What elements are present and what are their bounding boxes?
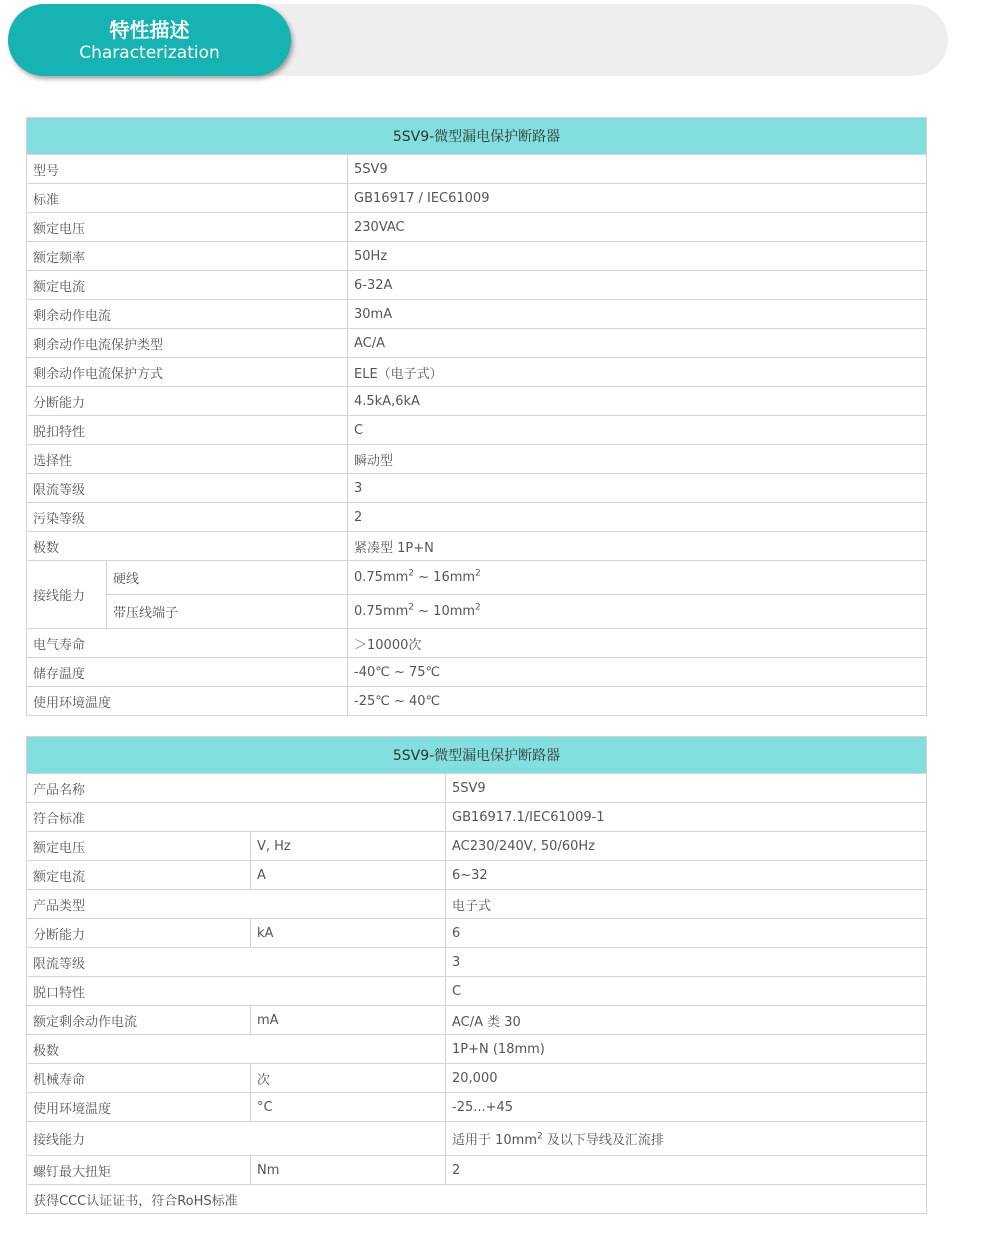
row-label: 螺钉最大扭矩 — [27, 1156, 251, 1185]
table-row — [27, 658, 927, 687]
table-row — [27, 300, 927, 329]
row-value: 5SV9 — [348, 155, 927, 184]
row-label: 污染等级 — [27, 503, 348, 532]
row-label: 符合标准 — [27, 803, 446, 832]
row-label: 型号 — [27, 155, 348, 184]
row-label: 机械寿命 — [27, 1064, 251, 1093]
table-title: 5SV9-微型漏电保护断路器 — [27, 118, 927, 155]
table-row — [27, 629, 927, 658]
row-value: C — [348, 416, 927, 445]
table-row — [27, 1006, 927, 1035]
row-value: C — [446, 977, 927, 1006]
row-label: 剩余动作电流保护方式 — [27, 358, 348, 387]
value-text: 0.75mm — [354, 570, 409, 585]
row-value: 30mA — [348, 300, 927, 329]
section-banner — [8, 4, 291, 76]
table-row — [27, 687, 927, 716]
row-label: 限流等级 — [27, 474, 348, 503]
row-label: 剩余动作电流保护类型 — [27, 329, 348, 358]
row-value: 20,000 — [446, 1064, 927, 1093]
table-row — [27, 445, 927, 474]
row-value — [446, 1122, 927, 1156]
row-value: 1P+N (18mm) — [446, 1035, 927, 1064]
table-row — [27, 184, 927, 213]
row-label: 脱口特性 — [27, 977, 446, 1006]
row-label: 剩余动作电流 — [27, 300, 348, 329]
wiring-value — [348, 595, 927, 629]
row-value: 230VAC — [348, 213, 927, 242]
table-title: 5SV9-微型漏电保护断路器 — [27, 737, 927, 774]
table-row — [27, 803, 927, 832]
row-value: 紧凑型 1P+N — [348, 532, 927, 561]
value-text: 及以下导线及汇流排 — [542, 1133, 664, 1148]
row-label: 选择性 — [27, 445, 348, 474]
table-row — [27, 1156, 927, 1185]
row-label: 额定剩余动作电流 — [27, 1006, 251, 1035]
row-value: AC/A — [348, 329, 927, 358]
table-row — [27, 358, 927, 387]
row-value: 瞬动型 — [348, 445, 927, 474]
row-label: 极数 — [27, 1035, 446, 1064]
table-footer-note: 获得CCC认证证书，符合RoHS标准 — [27, 1185, 927, 1214]
value-text: ~ 10mm — [414, 604, 476, 619]
row-label: 使用环境温度 — [27, 687, 348, 716]
wiring-sub-label: 硬线 — [107, 561, 348, 595]
banner-title: 特性描述 — [109, 18, 190, 42]
row-value: AC230/240V, 50/60Hz — [446, 832, 927, 861]
row-label: 脱扣特性 — [27, 416, 348, 445]
table-row-wiring — [27, 561, 927, 595]
row-unit: °C — [251, 1093, 446, 1122]
table-row — [27, 1064, 927, 1093]
table-row — [27, 329, 927, 358]
row-value: -25...+45 — [446, 1093, 927, 1122]
wiring-value — [348, 561, 927, 595]
row-unit: A — [251, 861, 446, 890]
table-row — [27, 861, 927, 890]
value-text: 适用于 10mm — [452, 1133, 538, 1148]
table-row — [27, 532, 927, 561]
value-text: 0.75mm — [354, 604, 409, 619]
row-value: -40℃ ~ 75℃ — [348, 658, 927, 687]
row-value: GB16917 / IEC61009 — [348, 184, 927, 213]
table-row — [27, 1035, 927, 1064]
row-label: 接线能力 — [27, 1122, 446, 1156]
value-text: ~ 16mm — [414, 570, 476, 585]
row-label: 额定电压 — [27, 213, 348, 242]
row-label: 额定电流 — [27, 861, 251, 890]
table-row — [27, 474, 927, 503]
row-value: 4.5kA,6kA — [348, 387, 927, 416]
row-label: 产品类型 — [27, 890, 446, 919]
wiring-sub-label: 带压线端子 — [107, 595, 348, 629]
table-row — [27, 242, 927, 271]
row-unit: mA — [251, 1006, 446, 1035]
row-value: 2 — [446, 1156, 927, 1185]
row-value: 50Hz — [348, 242, 927, 271]
row-value: -25℃ ~ 40℃ — [348, 687, 927, 716]
superscript: 2 — [537, 1131, 543, 1142]
row-label: 极数 — [27, 532, 348, 561]
table-row — [27, 387, 927, 416]
row-label: 储存温度 — [27, 658, 348, 687]
row-label: 分断能力 — [27, 387, 348, 416]
table-row — [27, 919, 927, 948]
banner-subtitle: Characterization — [79, 43, 220, 63]
table-footer-row — [27, 1185, 927, 1214]
row-value: 6~32 — [446, 861, 927, 890]
row-value: 2 — [348, 503, 927, 532]
superscript: 2 — [408, 568, 415, 579]
table-row — [27, 774, 927, 803]
row-value: AC/A 类 30 — [446, 1006, 927, 1035]
row-label: 额定电压 — [27, 832, 251, 861]
table-row — [27, 890, 927, 919]
row-label: 限流等级 — [27, 948, 446, 977]
row-value: 6 — [446, 919, 927, 948]
row-unit: kA — [251, 919, 446, 948]
row-label: 电气寿命 — [27, 629, 348, 658]
superscript: 2 — [475, 568, 481, 579]
row-value: ELE（电子式） — [348, 358, 927, 387]
spec-table-1 — [26, 117, 927, 716]
row-value: GB16917.1/IEC61009-1 — [446, 803, 927, 832]
row-value: 3 — [348, 474, 927, 503]
table-row — [27, 948, 927, 977]
table-row — [27, 416, 927, 445]
spec-table-2 — [26, 736, 927, 1214]
row-value: 5SV9 — [446, 774, 927, 803]
superscript: 2 — [408, 602, 415, 613]
row-label: 标准 — [27, 184, 348, 213]
wiring-label: 接线能力 — [27, 561, 107, 629]
table-row — [27, 155, 927, 184]
superscript: 2 — [475, 602, 481, 613]
row-label: 额定频率 — [27, 242, 348, 271]
table-row — [27, 977, 927, 1006]
table-row — [27, 213, 927, 242]
row-unit: V, Hz — [251, 832, 446, 861]
table-row — [27, 832, 927, 861]
row-unit: 次 — [251, 1064, 446, 1093]
row-value: 电子式 — [446, 890, 927, 919]
table-row-wiring — [27, 1122, 927, 1156]
row-label: 产品名称 — [27, 774, 446, 803]
row-label: 分断能力 — [27, 919, 251, 948]
row-value: 6-32A — [348, 271, 927, 300]
row-value: 3 — [446, 948, 927, 977]
row-value: ＞10000次 — [348, 629, 927, 658]
row-label: 额定电流 — [27, 271, 348, 300]
row-unit: Nm — [251, 1156, 446, 1185]
row-label: 使用环境温度 — [27, 1093, 251, 1122]
table-row — [27, 1093, 927, 1122]
table-row — [27, 271, 927, 300]
table-row — [27, 503, 927, 532]
table-row-wiring — [27, 595, 927, 629]
